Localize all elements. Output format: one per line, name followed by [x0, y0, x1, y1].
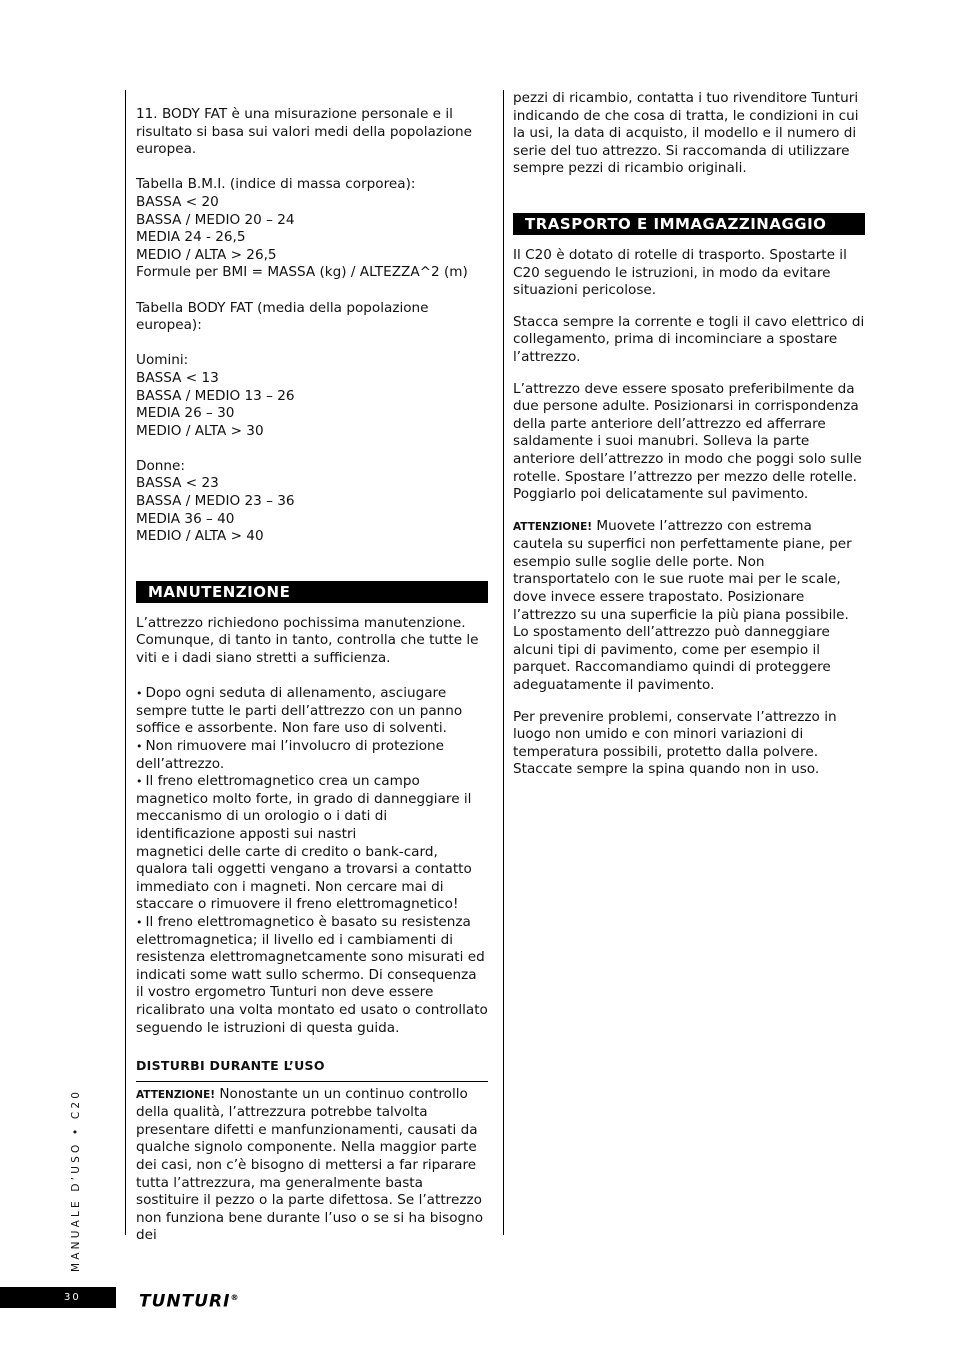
men-title: Uomini:: [136, 352, 189, 369]
bmi-row: MEDIA 24 - 26,5: [136, 229, 246, 246]
bmi-formula: Formule per BMI = MASSA (kg) / ALTEZZA^2 (m): [136, 264, 468, 281]
bmi-title: Tabella B.M.I. (indice di massa corporea):: [136, 176, 416, 193]
registered-mark: ®: [230, 1293, 240, 1302]
transport-warning: [513, 518, 865, 695]
bodyfat-intro: 11. BODY FAT è una misurazione personale e il risultato si basa sui valori medi della popolazione europea.: [136, 106, 473, 158]
page-number: 30: [0, 1287, 116, 1308]
women-row: MEDIA 36 – 40: [136, 510, 235, 527]
transport-paragraph: Stacca sempre la corrente e togli il cavo elettrico di collegamento, prima di incominciare a spostare l’attrezzo.: [513, 313, 865, 365]
bodyfat-table-title: Tabella BODY FAT (media della popolazione europea):: [136, 299, 429, 334]
disturbi-header: DISTURBI DURANTE L’USO: [136, 1057, 488, 1082]
manual-side-label: MANUALE D’USO • C20: [70, 1088, 82, 1272]
bullet-item: • Il freno elettromagnetico crea un campo magnetico molto forte, in grado di danneggiare il meccanismo di un orologio o i dati di identificazione apposti sui nastri: [136, 773, 488, 843]
tunturi-logo: [139, 1286, 239, 1310]
bullet-item: • Dopo ogni seduta di allenamento, asciugare sempre tutte le parti dell’attrezzo con un panno soffice e assorbente. Non fare uso di solventi.: [136, 685, 488, 738]
bmi-row: BASSA / MEDIO 20 – 24: [136, 211, 295, 228]
left-rule: [125, 90, 126, 1235]
disturbi-body: Nonostante un un continuo controllo della qualità, l’attrezzura potrebbe talvolta presentare difetti e manfunzionamenti, causati da qualche signolo componente. Nella maggior parte dei casi, non c’è bisogno di mettersi a far riparare tutta l’attrezzura, ma generalmente basta sostituire il pezzo o la parte difettosa. Se l’attrezzo non funziona bene durante l’uso o se si ha bisogno dei: [136, 1085, 484, 1244]
center-rule: [503, 90, 504, 1235]
transport-warning-body: Muovete l’attrezzo con estrema cautela su superfici non perfettamente piane, per esempio sulle soglie delle porte. Non transportatelo con le sue ruote mai per le scale, dove invece essere trapostato. Posizionare l’attrezzo su una superficie la più piana possibile. Lo spostamento dell’attrezzo può danneggiare alcuni tipi di pavimento, come per esempio il parquet. Raccomandiamo quindi di proteggere adeguatamente il pavimento.: [513, 517, 852, 694]
women-title: Donne:: [136, 457, 185, 474]
men-row: MEDIA 26 – 30: [136, 405, 235, 422]
maintenance-header: MANUTENZIONE: [136, 581, 488, 603]
men-row: MEDIO / ALTA > 30: [136, 422, 264, 439]
men-row: BASSA / MEDIO 13 – 26: [136, 387, 295, 404]
storage-paragraph: Per prevenire problemi, conservate l’attrezzo in luogo non umido e con minori variazioni di temperatura possibili, protetto dalla polvere. Staccate sempre la spina quando non in uso.: [513, 708, 837, 778]
men-row: BASSA < 13: [136, 369, 219, 386]
women-row: BASSA / MEDIO 23 – 36: [136, 493, 295, 510]
continuation-text: pezzi di ricambio, contatta i tuo rivenditore Tunturi indicando de che cosa di tratta, le condizioni in cui la usi, la data di acquisto, il modello e il numero di serie del tuo attrezzo. Si raccomanda di utilizzare sempre pezzi di ricambio originali.: [513, 90, 859, 177]
bullet-continuation: magnetici delle carte di credito o bank-card, qualora tali oggetti vengano a trovarsi a contatto immediato con i magneti. Non cercare mai di staccare o rimuovere il freno elettromagnetico!: [136, 843, 472, 913]
left-column: [136, 106, 488, 1245]
bullet-item: • Il freno elettromagnetico è basato su resistenza elettromagnetica; il livello ed i cambiamenti di resistenza elettromagnetcamente sono misurati ed indicati some watt sullo schermo. Di consequenza il vostro ergometro Tunturi non deve essere ricalibrato una volta montato ed usato o controllato seguendo le istruzioni di questa guida.: [136, 914, 488, 1037]
right-column: [513, 90, 865, 779]
logo-text: TUNTURI: [139, 1291, 231, 1312]
bmi-row: BASSA < 20: [136, 193, 219, 210]
bmi-row: MEDIO / ALTA > 26,5: [136, 246, 277, 263]
transport-paragraph: Il C20 è dotato di rotelle di trasporto. Spostarte il C20 seguendo le istruzioni, in modo da evitare situazioni pericolose.: [513, 246, 847, 299]
bullet-item: • Non rimuovere mai l’involucro di protezione dell’attrezzo.: [136, 738, 488, 773]
attention-label: ATTENZIONE!: [513, 520, 593, 533]
attention-label: ATTENZIONE!: [136, 1088, 216, 1101]
disturbi-text: [136, 1086, 488, 1245]
women-row: MEDIO / ALTA > 40: [136, 528, 264, 545]
transport-header: TRASPORTO E IMMAGAZZINAGGIO: [513, 213, 865, 235]
transport-paragraph: L’attrezzo deve essere sposato preferibilmente da due persone adulte. Posizionarsi in corrispondenza della parte anteriore dell’attrezzo ed afferrare saldamente i suoi manubri. Solleva la parte anteriore dell’attrezzo in modo che poggi solo sulle rotelle. Spostare l’attrezzo per mezzo delle rotelle. Poggiarlo poi delicatamente sul pavimento.: [513, 380, 862, 503]
maintenance-intro: L’attrezzo richiedono pochissima manutenzione. Comunque, di tanto in tanto, controlla che tutte le viti e i dadi siano stretti a sufficienza.: [136, 614, 479, 667]
women-row: BASSA < 23: [136, 475, 219, 492]
